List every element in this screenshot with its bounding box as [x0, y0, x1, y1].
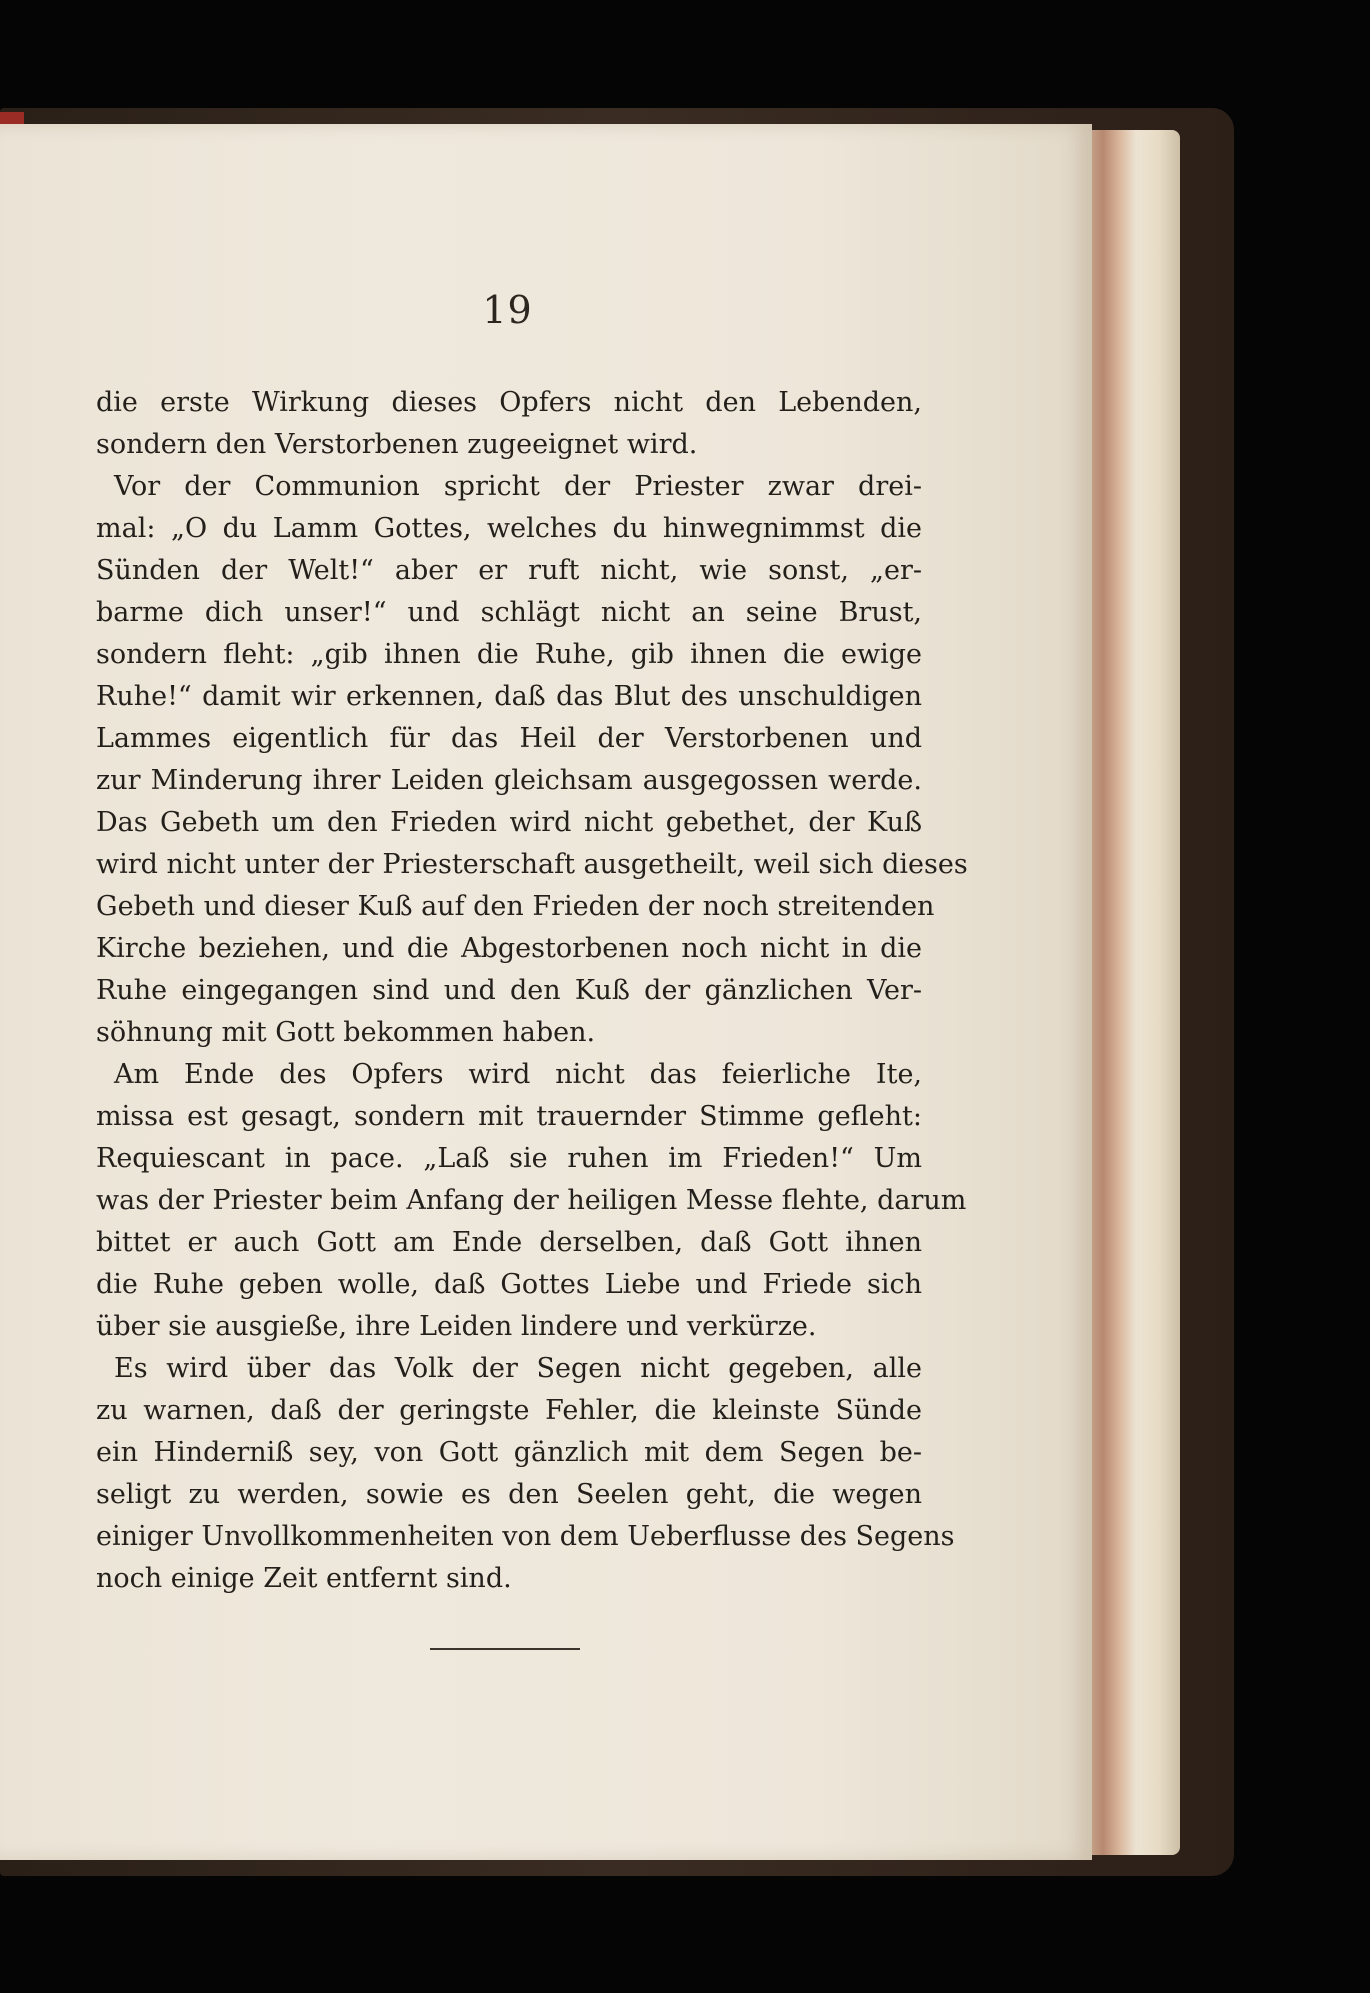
bookmark-ribbon	[0, 112, 24, 124]
text-line: sondern fleht: „gib ihnen die Ruhe, gib ihnen die ewige	[96, 639, 922, 670]
text-line: seligt zu werden, sowie es den Seelen geht, die wegen	[96, 1479, 922, 1510]
text-line: zu warnen, daß der geringste Fehler, die kleinste Sünde	[96, 1395, 922, 1426]
text-line: Sünden der Welt!“ aber er ruft nicht, wie sonst, „er-	[96, 555, 922, 586]
page-text	[96, 382, 968, 1600]
text-line: ein Hinderniß sey, von Gott gänzlich mit dem Segen be-	[96, 1437, 922, 1468]
text-line: Kirche beziehen, und die Abgestorbenen noch nicht in die	[96, 933, 922, 964]
text-line: barme dich unser!“ und schlägt nicht an seine Brust,	[96, 597, 922, 628]
text-line: einiger Unvollkommenheiten von dem Ueberflusse des Segens	[96, 1521, 955, 1552]
text-line: was der Priester beim Anfang der heiligen Messe flehte, darum	[96, 1185, 967, 1216]
text-line: Ruhe eingegangen sind und den Kuß der gänzlichen Ver-	[96, 975, 922, 1006]
text-line: die erste Wirkung dieses Opfers nicht den Lebenden,	[96, 387, 922, 418]
text-line: die Ruhe geben wolle, daß Gottes Liebe und Friede sich	[96, 1269, 922, 1300]
text-line: Requiescant in pace. „Laß sie ruhen im Frieden!“ Um	[96, 1143, 922, 1174]
text-line: söhnung mit Gott bekommen haben.	[96, 1017, 596, 1048]
text-line: über sie ausgieße, ihre Leiden lindere und verkürze.	[96, 1311, 817, 1342]
text-line: mal: „O du Lamm Gottes, welches du hinwegnimmst die	[96, 513, 922, 544]
text-line: Gebeth und dieser Kuß auf den Frieden der noch streitenden	[96, 891, 935, 922]
text-line: Vor der Communion spricht der Priester zwar drei-	[114, 471, 922, 502]
text-line: Es wird über das Volk der Segen nicht gegeben, alle	[114, 1353, 922, 1384]
page-number: 19	[482, 288, 533, 332]
text-line: wird nicht unter der Priesterschaft ausgetheilt, weil sich dieses	[96, 849, 968, 880]
text-line: Das Gebeth um den Frieden wird nicht gebethet, der Kuß	[96, 807, 922, 838]
separator-rule	[430, 1648, 580, 1650]
text-line: Lammes eigentlich für das Heil der Verstorbenen und	[96, 723, 922, 754]
text-line: noch einige Zeit entfernt sind.	[96, 1563, 512, 1594]
text-line: bittet er auch Gott am Ende derselben, daß Gott ihnen	[96, 1227, 922, 1258]
text-line: Am Ende des Opfers wird nicht das feierliche Ite,	[114, 1059, 922, 1090]
text-line: Ruhe!“ damit wir erkennen, daß das Blut des unschuldigen	[96, 681, 922, 712]
text-line: zur Minderung ihrer Leiden gleichsam ausgegossen werde.	[96, 765, 922, 796]
text-line: sondern den Verstorbenen zugeeignet wird.	[96, 429, 698, 460]
text-line: missa est gesagt, sondern mit trauernder Stimme gefleht:	[96, 1101, 922, 1132]
